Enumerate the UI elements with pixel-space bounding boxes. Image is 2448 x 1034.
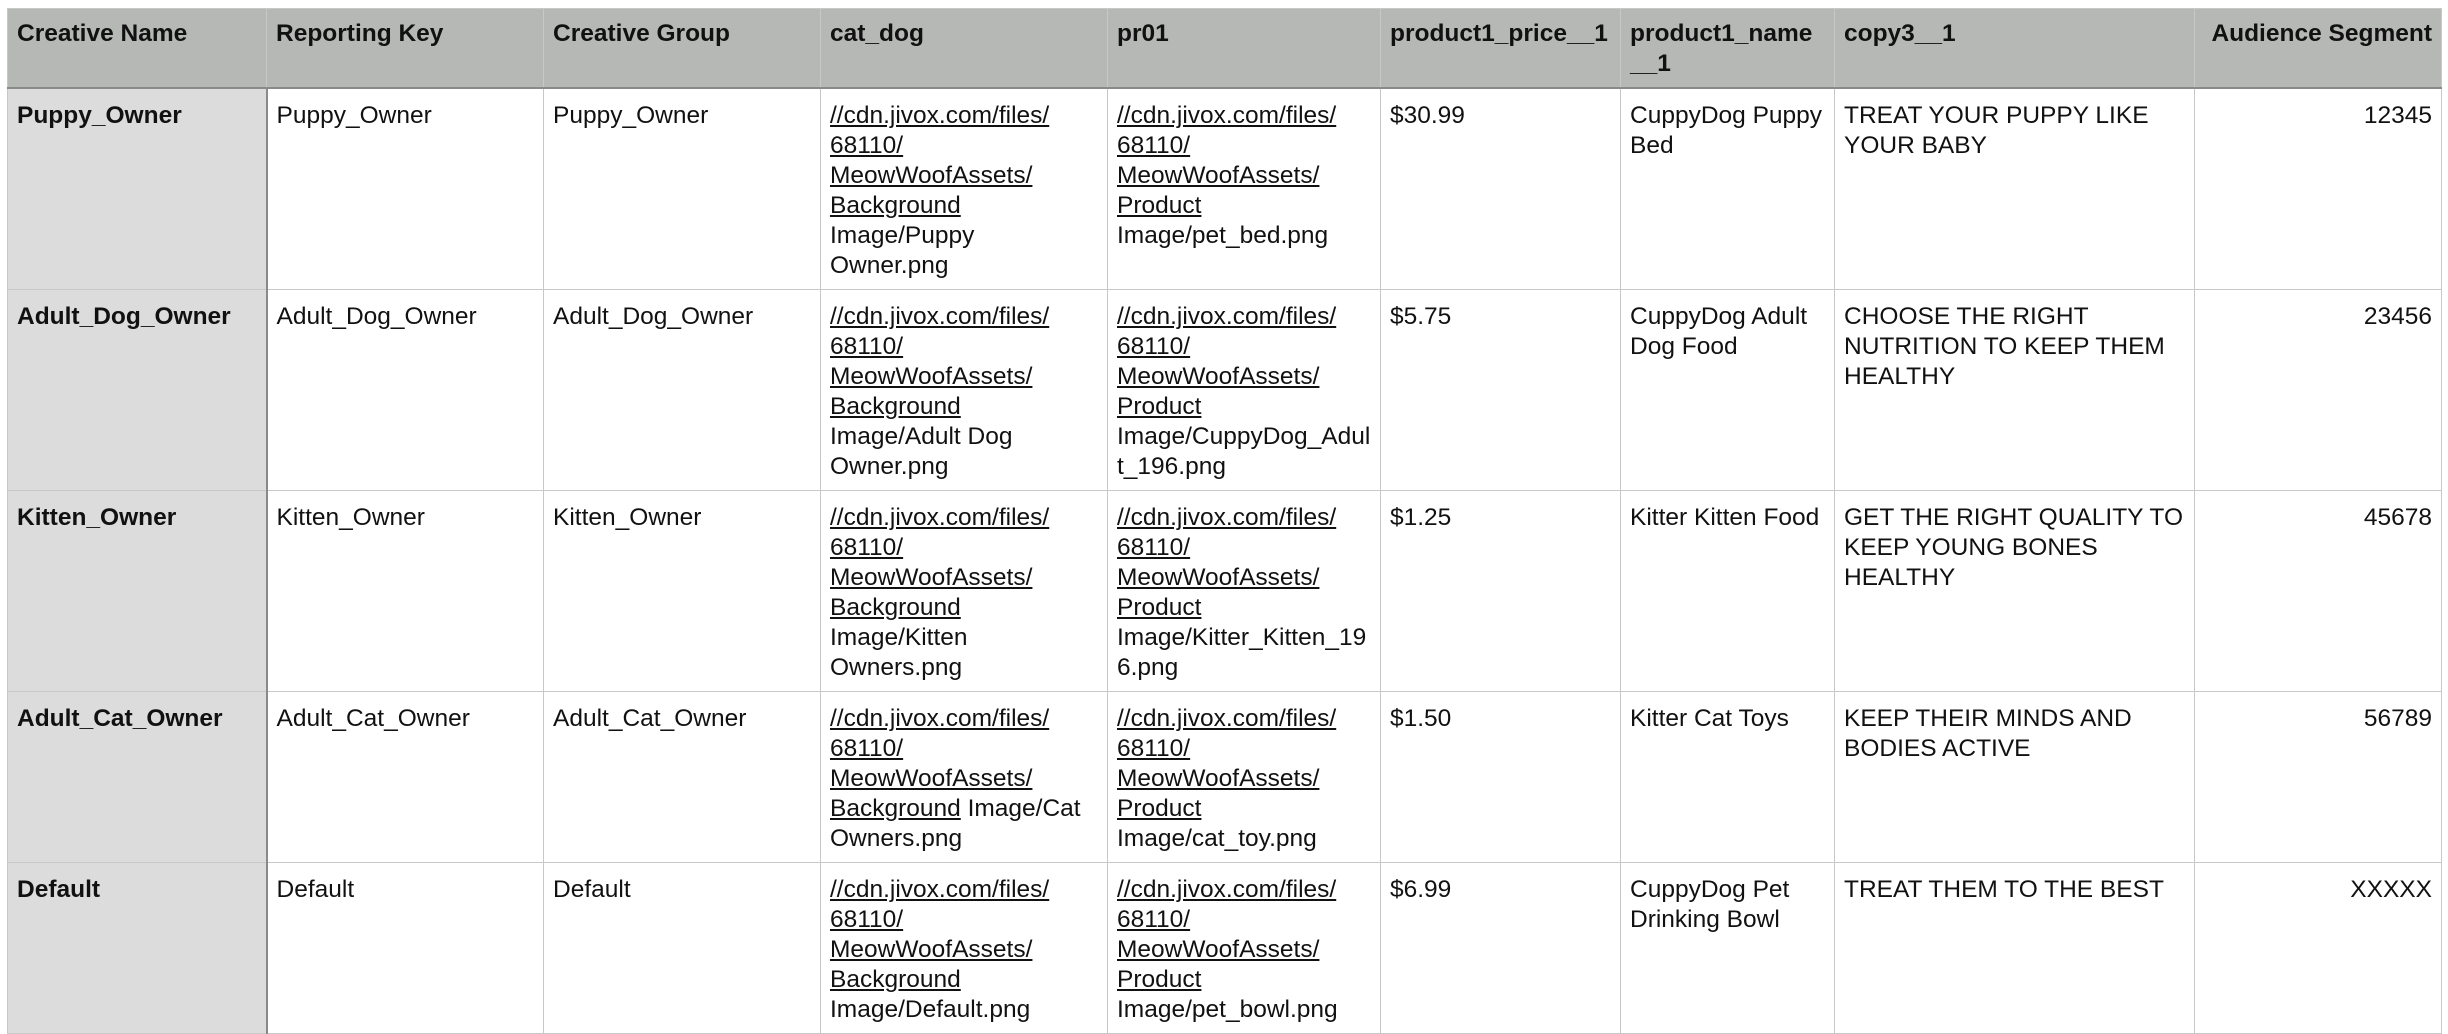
cat-dog-cell[interactable] bbox=[821, 692, 1108, 863]
url-link-segment[interactable]: //cdn.jivox.com/files/ bbox=[830, 102, 1050, 129]
creative-name-cell[interactable]: Default bbox=[8, 863, 267, 1034]
url-link-segment[interactable]: MeowWoofAssets/ bbox=[830, 936, 1033, 963]
url-link-segment[interactable]: 68110/ bbox=[830, 735, 904, 762]
column-header-cat-dog[interactable]: cat_dog bbox=[821, 9, 1108, 89]
copy-cell[interactable]: KEEP THEIR MINDS AND BODIES ACTIVE bbox=[1835, 692, 2195, 863]
data-table bbox=[7, 8, 2442, 1034]
copy-cell[interactable]: CHOOSE THE RIGHT NUTRITION TO KEEP THEM HEALTHY bbox=[1835, 290, 2195, 491]
url-link-segment[interactable]: //cdn.jivox.com/files/ bbox=[1117, 876, 1337, 903]
url-link-segment[interactable]: MeowWoofAssets/ bbox=[1117, 936, 1320, 963]
column-header-product-name[interactable]: product1_name__1 bbox=[1621, 9, 1835, 89]
url-link-segment[interactable]: //cdn.jivox.com/files/ bbox=[1117, 102, 1337, 129]
url-link-segment[interactable]: //cdn.jivox.com/files/ bbox=[830, 876, 1050, 903]
pr01-cell[interactable] bbox=[1108, 290, 1381, 491]
reporting-key-cell[interactable]: Puppy_Owner bbox=[267, 88, 544, 290]
creative-name-cell[interactable]: Adult_Cat_Owner bbox=[8, 692, 267, 863]
url-link-segment[interactable]: //cdn.jivox.com/files/ bbox=[1117, 303, 1337, 330]
url-link-segment[interactable]: 68110/ bbox=[830, 534, 904, 561]
url-link-segment[interactable]: //cdn.jivox.com/files/ bbox=[1117, 705, 1337, 732]
url-text-tail: Image/Puppy Owner.png bbox=[830, 222, 975, 279]
product-name-cell[interactable]: CuppyDog Pet Drinking Bowl bbox=[1621, 863, 1835, 1034]
product-name-cell[interactable]: CuppyDog Puppy Bed bbox=[1621, 88, 1835, 290]
url-text-tail: Image/pet_bowl.png bbox=[1117, 996, 1338, 1023]
url-link-segment[interactable]: //cdn.jivox.com/files/ bbox=[830, 504, 1050, 531]
creative-group-cell[interactable]: Default bbox=[544, 863, 821, 1034]
table-row bbox=[8, 863, 2442, 1034]
url-link-segment[interactable]: Background bbox=[830, 966, 961, 993]
price-cell[interactable]: $6.99 bbox=[1381, 863, 1621, 1034]
audience-segment-cell[interactable]: 56789 bbox=[2195, 692, 2442, 863]
url-link-segment[interactable]: 68110/ bbox=[1117, 906, 1191, 933]
product-name-cell[interactable]: Kitter Kitten Food bbox=[1621, 491, 1835, 692]
reporting-key-cell[interactable]: Adult_Dog_Owner bbox=[267, 290, 544, 491]
url-text-tail: Image/Kitten Owners.png bbox=[830, 624, 968, 681]
cat-dog-cell[interactable] bbox=[821, 88, 1108, 290]
cat-dog-cell[interactable] bbox=[821, 491, 1108, 692]
creative-group-cell[interactable]: Puppy_Owner bbox=[544, 88, 821, 290]
url-link-segment[interactable]: MeowWoofAssets/ bbox=[1117, 363, 1320, 390]
url-text-tail: Image/pet_bed.png bbox=[1117, 222, 1329, 249]
url-text-tail: Image/Adult Dog Owner.png bbox=[830, 423, 1013, 480]
pr01-cell[interactable] bbox=[1108, 692, 1381, 863]
url-link-segment[interactable]: MeowWoofAssets/ bbox=[830, 363, 1033, 390]
url-link-segment[interactable]: Background bbox=[830, 192, 961, 219]
creative-group-cell[interactable]: Adult_Dog_Owner bbox=[544, 290, 821, 491]
cat-dog-cell[interactable] bbox=[821, 863, 1108, 1034]
creative-group-cell[interactable]: Kitten_Owner bbox=[544, 491, 821, 692]
creative-name-cell[interactable]: Puppy_Owner bbox=[8, 88, 267, 290]
reporting-key-cell[interactable]: Default bbox=[267, 863, 544, 1034]
reporting-key-cell[interactable]: Adult_Cat_Owner bbox=[267, 692, 544, 863]
price-cell[interactable]: $1.50 bbox=[1381, 692, 1621, 863]
url-link-segment[interactable]: //cdn.jivox.com/files/ bbox=[830, 303, 1050, 330]
column-header-audience-segment[interactable]: Audience Segment bbox=[2195, 9, 2442, 89]
url-link-segment[interactable]: Background bbox=[830, 795, 961, 822]
url-link-segment[interactable]: 68110/ bbox=[1117, 534, 1191, 561]
creative-name-cell[interactable]: Kitten_Owner bbox=[8, 491, 267, 692]
audience-segment-cell[interactable]: 45678 bbox=[2195, 491, 2442, 692]
table-row bbox=[8, 88, 2442, 290]
creative-name-cell[interactable]: Adult_Dog_Owner bbox=[8, 290, 267, 491]
reporting-key-cell[interactable]: Kitten_Owner bbox=[267, 491, 544, 692]
price-cell[interactable]: $1.25 bbox=[1381, 491, 1621, 692]
creative-group-cell[interactable]: Adult_Cat_Owner bbox=[544, 692, 821, 863]
url-text-tail: Image/Cat Owners.png bbox=[830, 795, 1081, 852]
audience-segment-cell[interactable]: 12345 bbox=[2195, 88, 2442, 290]
audience-segment-cell[interactable]: XXXXX bbox=[2195, 863, 2442, 1034]
url-text-tail: Image/Kitter_Kitten_196.png bbox=[1117, 624, 1367, 681]
url-link-segment[interactable]: MeowWoofAssets/ bbox=[1117, 765, 1320, 792]
url-link-segment[interactable]: Product bbox=[1117, 966, 1202, 993]
url-link-segment[interactable]: 68110/ bbox=[1117, 132, 1191, 159]
url-link-segment[interactable]: 68110/ bbox=[1117, 333, 1191, 360]
pr01-cell[interactable] bbox=[1108, 491, 1381, 692]
url-link-segment[interactable]: 68110/ bbox=[830, 333, 904, 360]
url-link-segment[interactable]: Product bbox=[1117, 795, 1202, 822]
url-link-segment[interactable]: Background bbox=[830, 594, 961, 621]
url-link-segment[interactable]: MeowWoofAssets/ bbox=[1117, 564, 1320, 591]
copy-cell[interactable]: TREAT THEM TO THE BEST bbox=[1835, 863, 2195, 1034]
column-header-product-price[interactable]: product1_price__1 bbox=[1381, 9, 1621, 89]
copy-cell[interactable]: GET THE RIGHT QUALITY TO KEEP YOUNG BONES HEALTHY bbox=[1835, 491, 2195, 692]
column-header-pr01[interactable]: pr01 bbox=[1108, 9, 1381, 89]
url-link-segment[interactable]: MeowWoofAssets/ bbox=[830, 162, 1033, 189]
header-row bbox=[8, 9, 2442, 89]
url-link-segment[interactable]: MeowWoofAssets/ bbox=[830, 765, 1033, 792]
url-link-segment[interactable]: //cdn.jivox.com/files/ bbox=[1117, 504, 1337, 531]
pr01-cell[interactable] bbox=[1108, 863, 1381, 1034]
copy-cell[interactable]: TREAT YOUR PUPPY LIKE YOUR BABY bbox=[1835, 88, 2195, 290]
column-header-reporting-key[interactable]: Reporting Key bbox=[267, 9, 544, 89]
url-link-segment[interactable]: MeowWoofAssets/ bbox=[830, 564, 1033, 591]
url-link-segment[interactable]: //cdn.jivox.com/files/ bbox=[830, 705, 1050, 732]
url-link-segment[interactable]: Product bbox=[1117, 594, 1202, 621]
table-row bbox=[8, 290, 2442, 491]
product-name-cell[interactable]: Kitter Cat Toys bbox=[1621, 692, 1835, 863]
url-link-segment[interactable]: 68110/ bbox=[830, 132, 904, 159]
url-link-segment[interactable]: Product bbox=[1117, 192, 1202, 219]
cat-dog-cell[interactable] bbox=[821, 290, 1108, 491]
audience-segment-cell[interactable]: 23456 bbox=[2195, 290, 2442, 491]
url-link-segment[interactable]: Product bbox=[1117, 393, 1202, 420]
url-link-segment[interactable]: 68110/ bbox=[1117, 735, 1191, 762]
price-cell[interactable]: $5.75 bbox=[1381, 290, 1621, 491]
table-row bbox=[8, 491, 2442, 692]
url-text-tail: Image/cat_toy.png bbox=[1117, 825, 1317, 852]
url-link-segment[interactable]: MeowWoofAssets/ bbox=[1117, 162, 1320, 189]
column-header-copy[interactable]: copy3__1 bbox=[1835, 9, 2195, 89]
url-link-segment[interactable]: Background bbox=[830, 393, 961, 420]
table-row bbox=[8, 692, 2442, 863]
column-header-creative-name[interactable]: Creative Name bbox=[8, 9, 267, 89]
url-link-segment[interactable]: 68110/ bbox=[830, 906, 904, 933]
url-text-tail: Image/CuppyDog_Adult_196.png bbox=[1117, 423, 1371, 480]
column-header-creative-group[interactable]: Creative Group bbox=[544, 9, 821, 89]
price-cell[interactable]: $30.99 bbox=[1381, 88, 1621, 290]
url-text-tail: Image/Default.png bbox=[830, 996, 1031, 1023]
product-name-cell[interactable]: CuppyDog Adult Dog Food bbox=[1621, 290, 1835, 491]
pr01-cell[interactable] bbox=[1108, 88, 1381, 290]
